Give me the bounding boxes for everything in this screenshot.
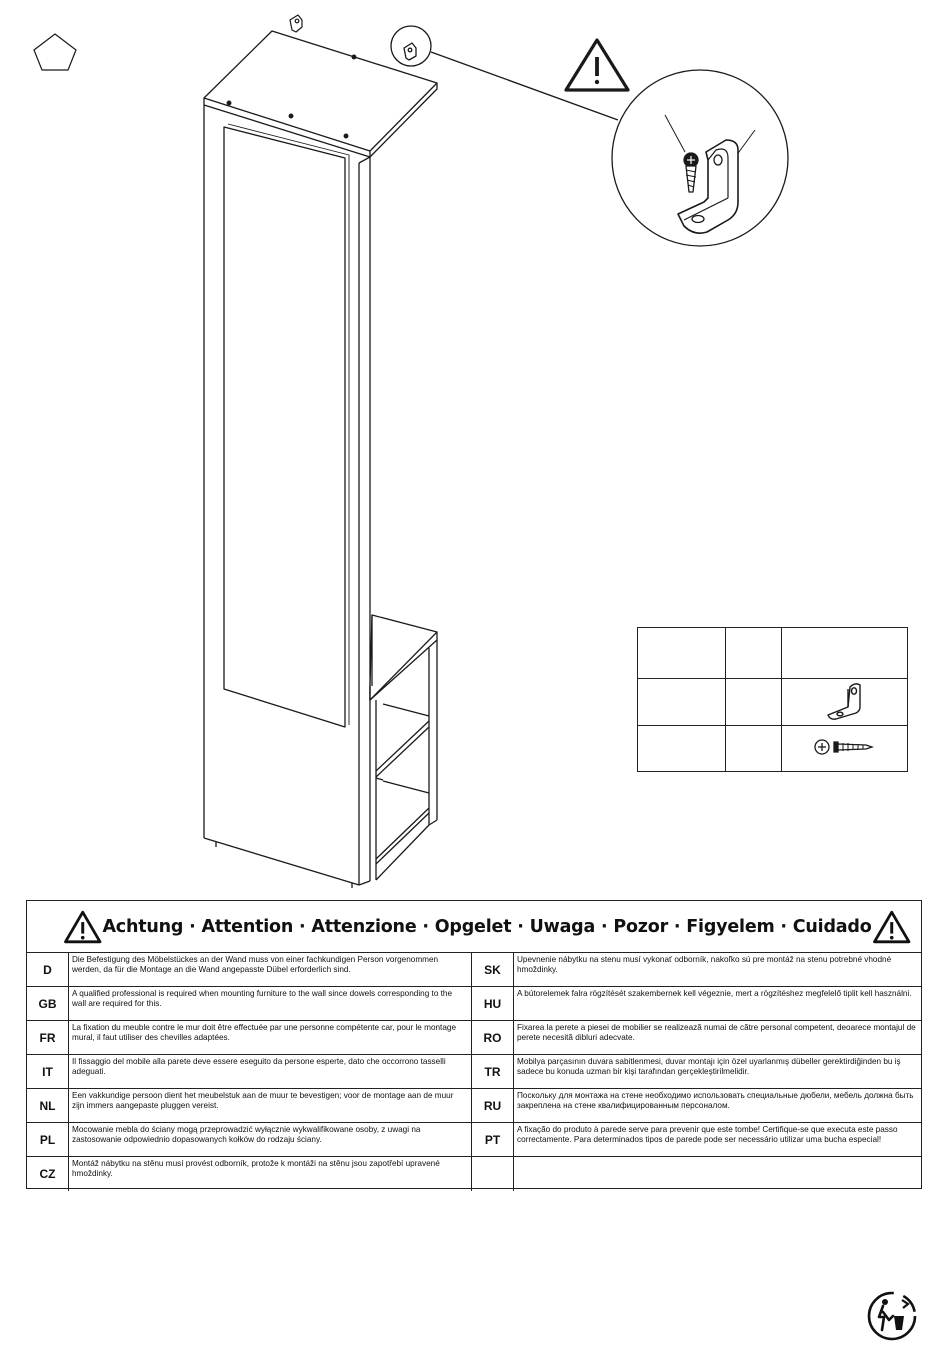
multilingual-warning-box (26, 900, 922, 1189)
language-code: D (27, 953, 69, 987)
warning-text: La fixation du meuble contre le mur doit être effectuée par une personne compétente car, pour le montage mural, il faut utiliser des chevilles adaptées. (69, 1021, 472, 1055)
warning-text: A bútorelemek falra rögzítését szakembernek kell végeznie, mert a rögzítéshez megfelelő tiplit kell használni. (514, 987, 921, 1021)
parts-table-header-cell (726, 628, 782, 679)
language-code: PL (27, 1123, 69, 1157)
warning-text: Il fissaggio del mobile alla parete deve essere eseguito da persone esperte, dato che occorrono tasselli adeguati. (69, 1055, 472, 1089)
angle-bracket-icon (820, 679, 870, 721)
wall-bracket-icon (290, 15, 302, 32)
parts-table-cell (726, 679, 782, 726)
warning-text: Een vakkundige persoon dient het meubelstuk aan de muur te bevestigen; voor de montage aan de muur zijn immers aangepaste pluggen vereist. (69, 1089, 472, 1123)
magnified-bracket-detail (612, 70, 788, 246)
warning-text: Mocowanie mebla do ściany mogą przeprowadzić wyłącznie wykwalifikowane osoby, z uwagi na zastosowanie odpowiednio dopasowanych kołków do rodzaju ściany. (69, 1123, 472, 1157)
warning-triangle-icon (872, 906, 911, 948)
warning-text: Die Befestigung des Möbelstückes an der Wand muss von einer fachkundigen Person vorgenommen werden, da für die Montage an die Wand angepasste Dübel erforderlich sind. (69, 953, 472, 987)
language-code: GB (27, 987, 69, 1021)
language-code (472, 1157, 514, 1191)
warning-text: Montáž nábytku na stěnu musí provést odborník, protože k montáži na stěnu jsou zapotřebí upravené hmoždinky. (69, 1157, 472, 1191)
parts-table-cell (782, 726, 908, 772)
language-code: FR (27, 1021, 69, 1055)
language-code: SK (472, 953, 514, 987)
warning-triangle-icon (566, 40, 628, 90)
language-code: RO (472, 1021, 514, 1055)
warning-rows (27, 953, 921, 1191)
parts-table-header-cell (782, 628, 908, 679)
parts-table-cell (782, 679, 908, 726)
warning-text: A qualified professional is required when mounting furniture to the wall since dowels corresponding to the wall are required for this. (69, 987, 472, 1021)
warning-text (514, 1157, 921, 1191)
warning-header (27, 901, 921, 953)
language-code: NL (27, 1089, 69, 1123)
warning-text: A fixação do produto à parede serve para prevenir que este tombe! Certifique-se que executa este passo correctamente. Para determinados tipos de parede pode ser necessário utilizar uma bucha especial! (514, 1123, 921, 1157)
shoe-bench (370, 615, 437, 880)
warning-text: Upevnenie nábytku na stenu musí vykonať odborník, nakoľko sú pre montáž na stenu potrebné vhodné hmoždinky. (514, 953, 921, 987)
language-code: TR (472, 1055, 514, 1089)
parts-table-cell (638, 679, 726, 726)
language-code: PT (472, 1123, 514, 1157)
language-code: HU (472, 987, 514, 1021)
warning-text: Fixarea la perete a piesei de mobilier se realizează numai de către personal competent, deoarece montajul de perete necesită dibluri adecvate. (514, 1021, 921, 1055)
mirror-panel (224, 124, 349, 727)
pentagon-icon (34, 34, 76, 70)
parts-table (637, 627, 908, 772)
recycle-dispose-icon (866, 1290, 918, 1342)
warning-triangle-icon (63, 906, 102, 948)
magnifier-marker (391, 26, 618, 120)
warning-title: Achtung · Attention · Attenzione · Opgelet · Uwaga · Pozor · Figyelem · Cuidado (102, 916, 872, 937)
screw-icon (812, 735, 878, 759)
parts-table-cell (638, 726, 726, 772)
warning-text: Mobilya parçasının duvara sabitlenmesi, duvar montajı için özel uyarlanmış dübeller gerektirdiğinden bu iş sadece bu konuda uzman bir kişi tarafından gerçekleştirilmelidir. (514, 1055, 921, 1089)
language-code: RU (472, 1089, 514, 1123)
language-code: IT (27, 1055, 69, 1089)
language-code: CZ (27, 1157, 69, 1191)
parts-table-cell (726, 726, 782, 772)
wardrobe-top-panel (204, 31, 437, 157)
warning-text: Поскольку для монтажа на стене необходимо использовать специальные дюбели, мебель должна быть закреплена на стене квалифицированным персоналом. (514, 1089, 921, 1123)
parts-table-header-cell (638, 628, 726, 679)
